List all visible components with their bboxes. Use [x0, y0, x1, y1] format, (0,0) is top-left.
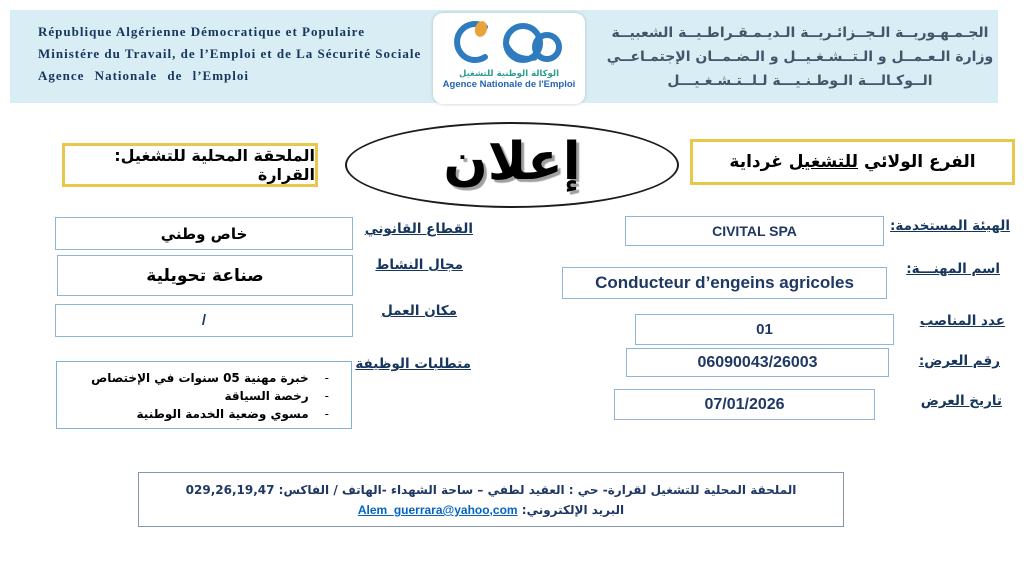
activity-field-label: مجال النشاط: [375, 257, 463, 273]
legal-sector-label: القطاع القانوني: [364, 221, 473, 237]
header-fr-line3: Agence Nationale de l’Emploi: [38, 68, 250, 83]
header-fr-line1: République Algérienne Démocratique et Populaire: [38, 24, 365, 39]
anem-logo-arabic-name: الوكالة الوطنية للتشغيل: [458, 69, 559, 79]
announcement-title: إعلان: [443, 132, 581, 192]
employer-label: الهيئة المستخدمة:: [890, 218, 1010, 234]
job-title-label: اسم المهنـــة:: [906, 261, 1000, 277]
offer-number-label: رقم العرض:: [918, 353, 1000, 369]
anem-logo-french-name: Agence Nationale de l'Emploi: [442, 79, 576, 90]
contact-address-phone: الملحقة المحلية للتشغيل لقرارة- حي : العقيد لطفي – ساحة الشهداء -الهاتف / الفاكس: 029,26,19,47: [185, 483, 797, 497]
requirement-item: - خبرة مهنية 05 سنوات في الإختصاص: [63, 369, 329, 387]
job-title-value-box: Conducteur d’engeins agricoles: [562, 267, 887, 299]
header-ar-line1: الجـمـهـوريــة الـجــزائـريــة الـديـمـقـراطـيــة الشعبيــة: [611, 25, 989, 41]
job-requirements-label: متطلبات الوظيفة: [355, 356, 471, 372]
header-ar-line3: الــوكـالـــة الـوطـنـيـــة لـلــتـشـغـيـــل: [667, 73, 933, 89]
anem-logo-icon: [439, 17, 579, 69]
workplace-value-box: /: [55, 304, 353, 337]
job-requirements-box: [56, 361, 352, 429]
local-branch-label: الملحقة المحلية للتشغيل: القرارة: [114, 146, 315, 184]
header-french-block: [38, 21, 428, 87]
employer-value-box: CIVITAL SPA: [625, 216, 884, 246]
local-branch-box: [62, 143, 318, 187]
wilaya-branch-underlined: للتشغيل: [788, 152, 859, 172]
requirement-item: - مسوي وضعية الخدمة الوطنية: [63, 405, 329, 423]
wilaya-branch-box: [690, 139, 1015, 185]
header-ar-line2: وزارة الـعـمــل و الـتــشـغـيــل و الـضـمــان الإجتمـاعــي: [606, 49, 994, 65]
email-link[interactable]: Alem_guerrara@yahoo,com: [357, 503, 518, 517]
workplace-label: مكان العمل: [381, 303, 457, 319]
anem-logo: [433, 13, 585, 104]
contact-email-line: [139, 499, 843, 521]
requirement-item: - رخصة السياقة: [63, 387, 329, 405]
contact-info-box: [138, 472, 844, 527]
announcement-ellipse: [345, 122, 679, 208]
positions-count-label: عدد المناصب: [919, 313, 1005, 329]
header-arabic-block: [600, 21, 1000, 93]
wilaya-branch-pre: الفرع الولائي: [858, 152, 976, 172]
offer-date-value-box: 07/01/2026: [614, 389, 875, 420]
activity-field-value-box: صناعة تحويلية: [57, 255, 353, 296]
wilaya-branch-post: غرداية: [729, 152, 789, 172]
legal-sector-value-box: خاص وطني: [55, 217, 353, 250]
offer-date-label: تاريخ العرض: [920, 393, 1002, 409]
offer-number-value-box: 06090043/26003: [626, 348, 889, 377]
wilaya-branch-label: [729, 152, 975, 172]
header-fr-line2: Ministére du Travail, de l’Emploi et de La Sécurité Sociale: [38, 46, 422, 61]
positions-count-value-box: 01: [635, 314, 894, 345]
email-label: البريد الإلكتروني:: [521, 503, 625, 517]
